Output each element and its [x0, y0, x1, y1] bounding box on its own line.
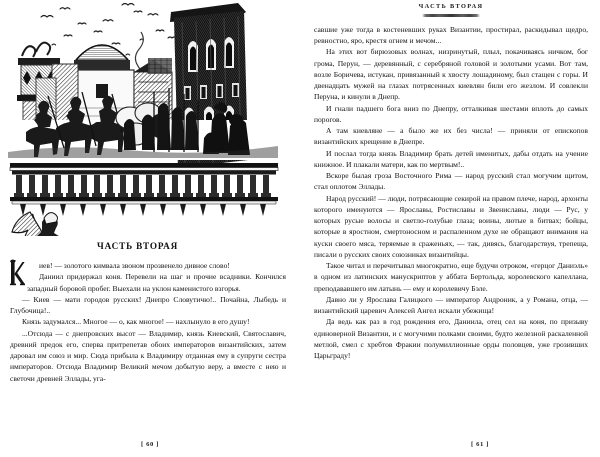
left-column-text: [10, 260, 286, 384]
chapter-title: ЧАСТЬ ВТОРАЯ: [97, 241, 179, 251]
right-page: [300, 0, 600, 457]
header-ornament-rule: [422, 14, 480, 17]
byzantine-city-engraving: [8, 0, 294, 236]
paragraph: Народ русский! — люди, потрясающие секирой на правом плече, народ, архонты которого именуются — Ярославы, Ростиславы и Звениславы, люди — Рус, у которых русые волосы и светло-голубые глаза; воины, лютые в битвах; бойцы, которые в яростном, смертоносном и распаленном духе не обращают внимания на куски своего мяса, теряемые в сраженьях, — так, дивясь, благодарствуя, трепеща, писали о русских своих союзниках византийцы.: [314, 193, 588, 259]
paragraph: Даниил придержал коня. Перевели на шаг и прочие всадники. Кончился западный боровой пробег. Выехали на уклон каменистого взгорья.: [27, 272, 286, 293]
folio-left: [ 60 ]: [141, 441, 159, 448]
paragraph: На этих вот бирюзовых волнах, низринутый, плыл, покачиваясь ничком, бог грома, Перун, — деревянный, с серебряной головой и золотыми усами. Вот там, возле Боричева, истукан, привязанный к хвосту лошадиному, был стащен с горы. И двенадцать мужей на глазах потрясенных киевлян били его жезлом. И совлекли Перуна, и кинули в Днепр.: [314, 47, 588, 102]
running-head: ЧАСТЬ ВТОРАЯ: [418, 3, 484, 10]
paragraph: И гнали падшего бога вниз по Днепру, отталкивая шестами вплоть до самых порогов.: [314, 103, 588, 124]
paragraph: Давно ли у Ярослава Галицкого — император Андроник, а у Романа, отца, — византийский царевич Алексей Ангел искали убежища!: [314, 294, 588, 316]
paragraph: А там киевляне — а было же их без числа! — приняли от епископов византийских крещение в Днепре.: [314, 126, 588, 147]
drop-cap-letter-k: [10, 259, 25, 286]
paragraph: Да ведь как раз в год рождения его, Даниила, отец сел на коня, по призыву единоверной Византии, и с могучими полками своими, будто железной раскаленной метлой, смел с хребтов Фракии полумиллионные орды половцев, уже грозивших Царьграду!: [314, 317, 588, 361]
dropcap-paragraph: [10, 260, 286, 294]
paragraph: Такое читал и перечитывал многократно, еще будучи отроком, «герцог Даниэль» в одном из латинских манускриптов у аббата Бертольда, королевского капеллана, преподававшего им латынь — ему и королевичу Бэле.: [314, 261, 588, 293]
right-column-text: [314, 24, 588, 362]
folio-right: [ 61 ]: [471, 441, 489, 448]
paragraph: — Киев — мати городов русских! Днепро Словутичю!.. Почайна, Лыбедь и Глубочица!..: [10, 294, 286, 315]
paragraph: иев! — золотого кимвала звоном прозвенело дивное слово!: [39, 261, 230, 270]
paragraph: Вскоре былая гроза Восточного Рима — народ русский стал могучим щитом, стал оплотом Эллады.: [314, 171, 588, 192]
paragraph: И послал тогда князь Владимир брать детей именитых, дабы отдать на учение книжное. И плакали матери, как по мертвым!..: [314, 148, 588, 169]
paragraph: савшие уже тогда в костеневших руках Византии, простирал, раскидывал щедро, ревностно, яро, крестя огнем и мечом...: [314, 24, 588, 46]
paragraph: Князь задумался... Многое — о, как многое! — нахлынуло в его душу!: [22, 317, 250, 327]
paragraph: ...Отсюда — с днепровских высот — Владимир, князь Киевский, Святославич, древний предок его, сперва притрепетав обоих императоров византийских, затем даровал им союз и мир. Сюда прибыла к Владимиру отданная ему в супруги сестра императоров. Отсюда Владимир Великий мечом добытую веру, а вместе с нею и светочи древней Эллады, уга-: [10, 328, 286, 383]
